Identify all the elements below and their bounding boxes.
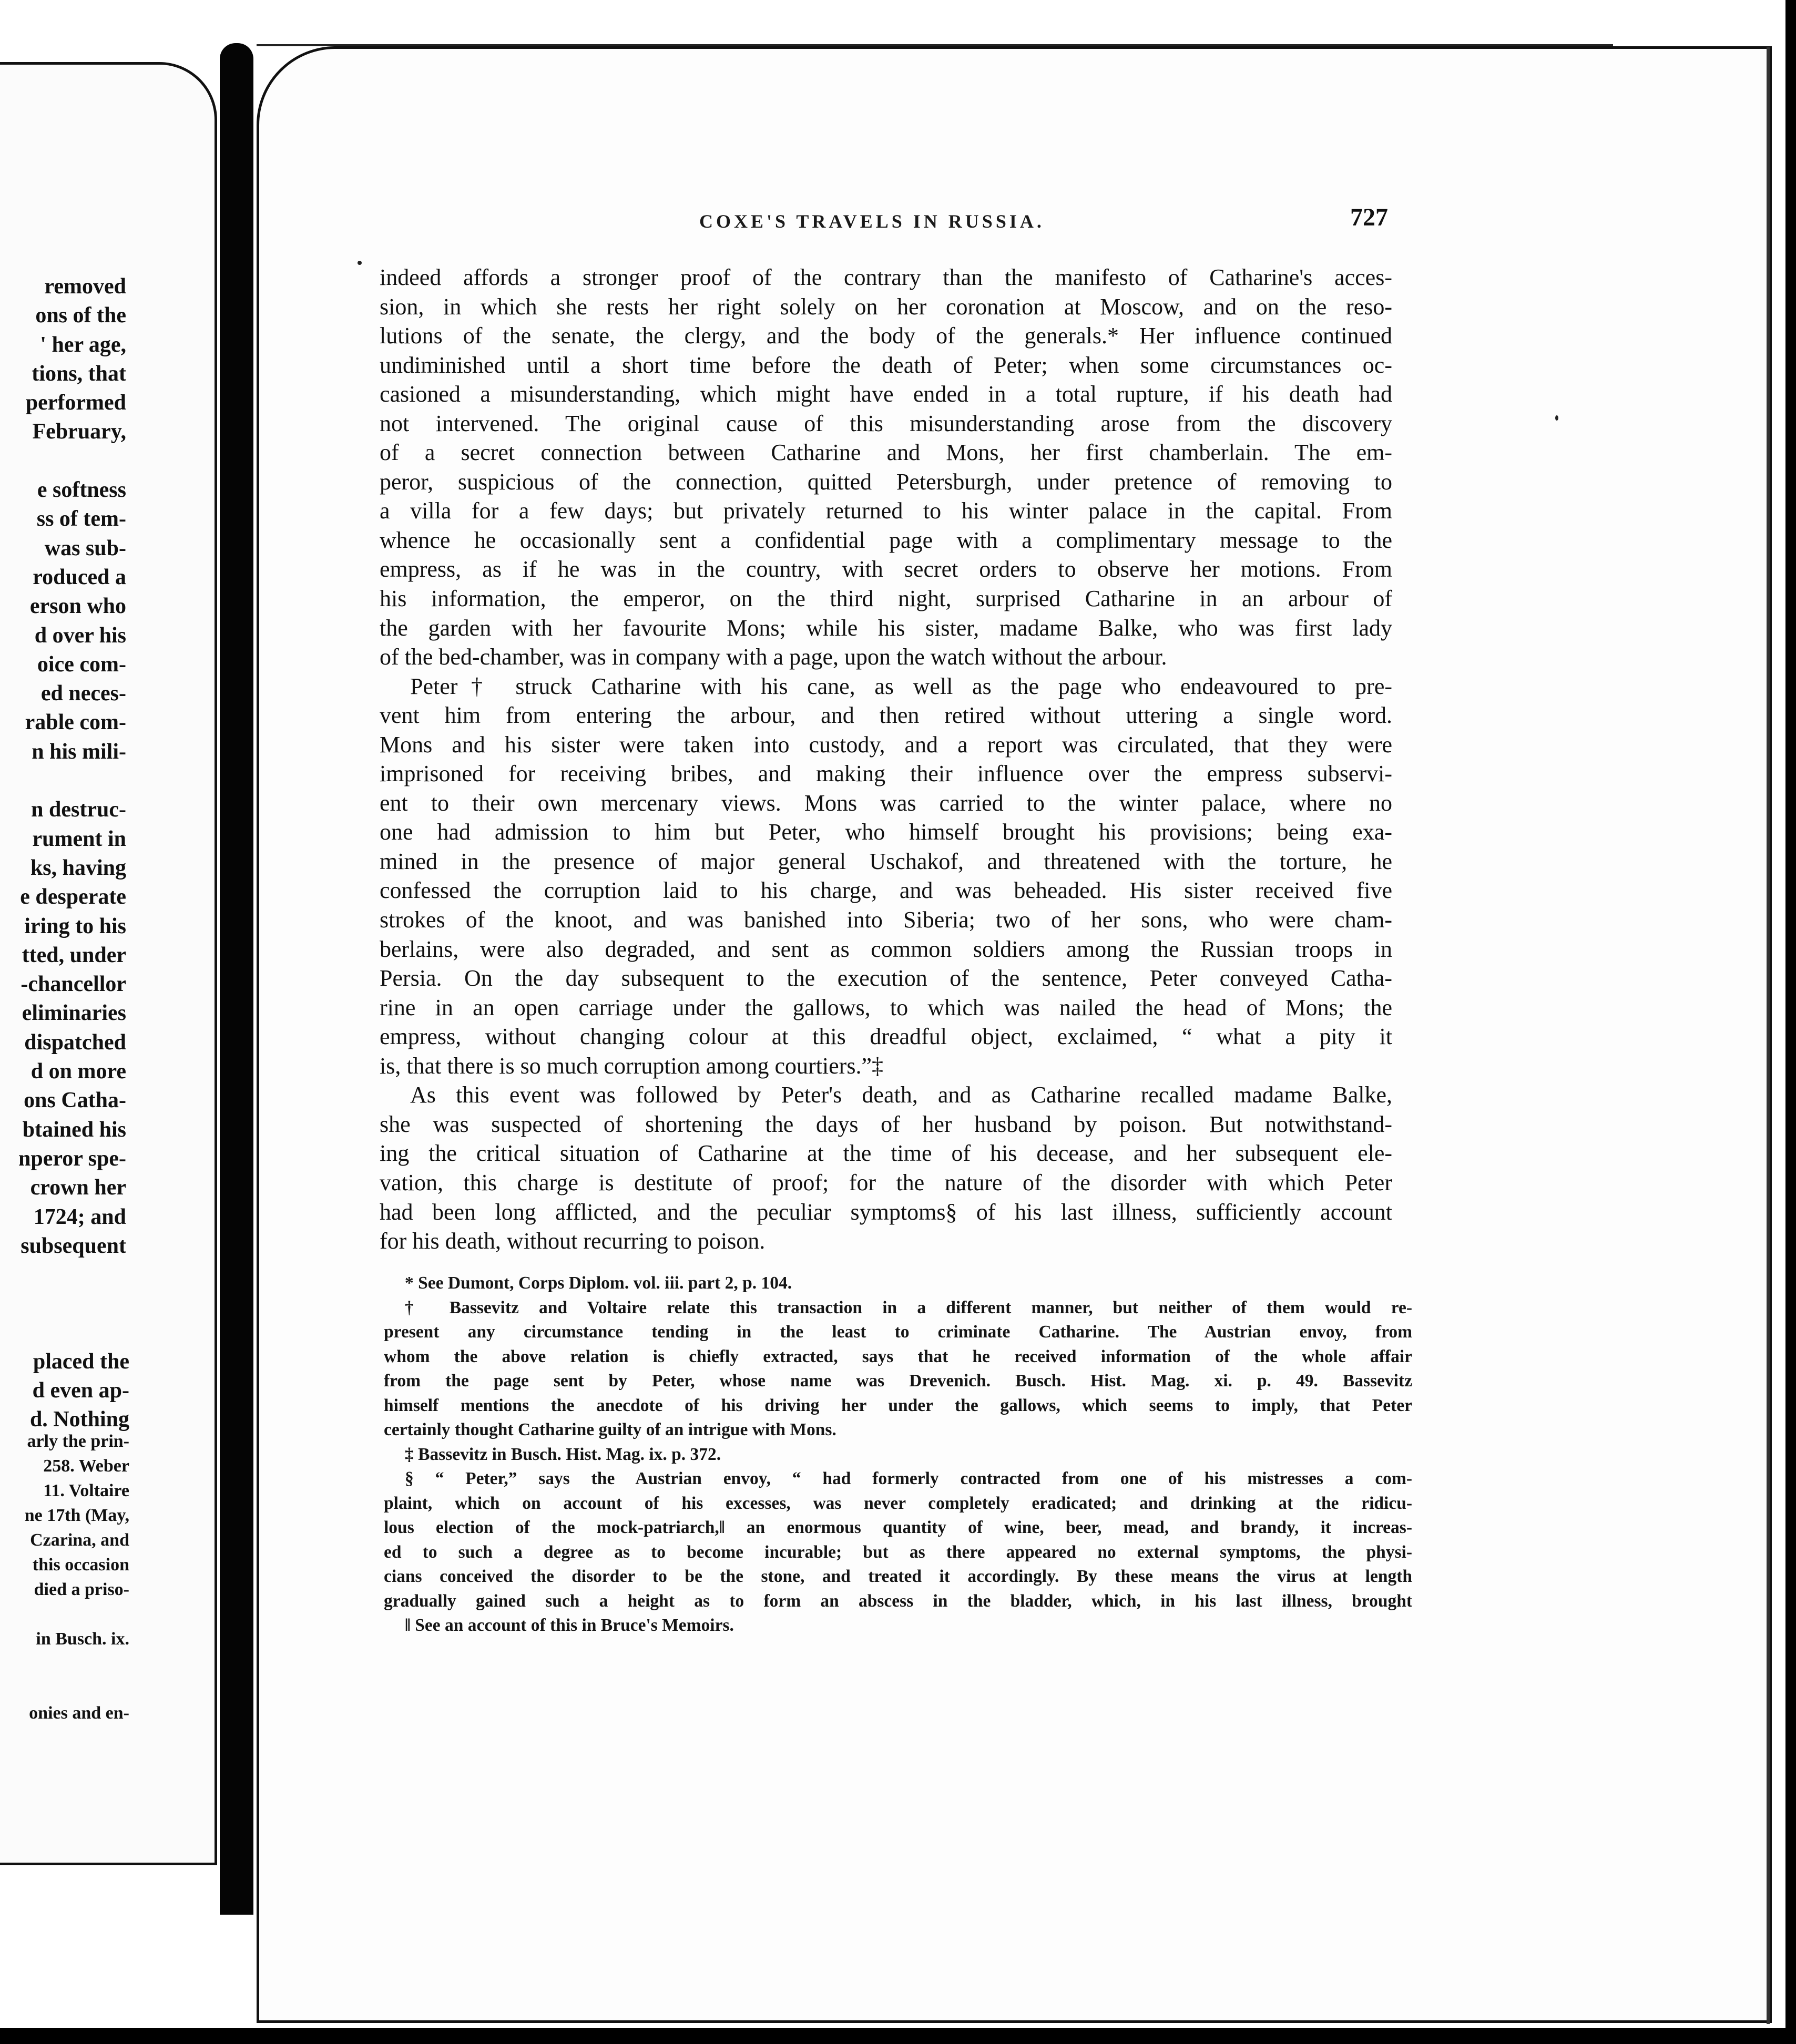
text-line: oice com- <box>37 652 126 677</box>
text-line: strokes of the knoot, and was banished into Siberia; two of her sons, who were cham- <box>380 907 1392 933</box>
text-line: a villa for a few days; but privately returned to his winter palace in the capital. From <box>380 498 1392 524</box>
text-line: casioned a misunderstanding, which might have ended in a total rupture, if his death had <box>380 381 1392 407</box>
text-line: his information, the emperor, on the third night, surprised Catharine in an arbour of <box>380 586 1392 612</box>
text-line: empress, without changing colour at this dreadful object, exclaimed, “ what a pity it <box>380 1024 1392 1050</box>
footnote <box>384 1296 1412 1443</box>
text-line: iring to his <box>24 914 126 938</box>
footnote <box>384 1271 1412 1296</box>
text-line: indeed affords a stronger proof of the contrary than the manifesto of Catharine's acces- <box>380 264 1392 290</box>
footnote-line: gradually gained such a height as to form an abscess in the bladder, which, in his last illness, brought <box>384 1591 1412 1611</box>
footnote-line: * See Dumont, Corps Diplom. vol. iii. part 2, p. 104. <box>405 1273 792 1293</box>
page-edge-right <box>1767 47 1770 2024</box>
footnote-line: whom the above relation is chiefly extracted, says that he received information of the whole affair <box>384 1346 1412 1366</box>
text-line: berlains, were also degraded, and sent as common soldiers among the Russian troops in <box>380 936 1392 962</box>
text-line: d on more <box>30 1059 126 1084</box>
footnote-line: † Bassevitz and Voltaire relate this transaction in a different manner, but neither of them would re- <box>405 1297 1412 1317</box>
footnote-line: this occasion <box>32 1555 129 1575</box>
footnote-line: ‖ See an account of this in Bruce's Memoirs. <box>405 1616 734 1635</box>
footnote-line <box>0 1676 129 1701</box>
footnote-line: plaint, which on account of his excesses, was never completely eradicated; and drinking at the ridicu- <box>384 1493 1412 1513</box>
text-line: n his mili- <box>32 739 126 764</box>
footnote-line: Czarina, and <box>30 1530 129 1550</box>
text-line: removed <box>44 274 126 299</box>
footnote-line <box>0 1651 129 1676</box>
footnote-line: died a priso- <box>34 1580 129 1599</box>
text-line: rine in an open carriage under the gallows, to which was nailed the head of Mons; the <box>380 994 1392 1020</box>
text-line: d. Nothing <box>29 1407 129 1432</box>
text-line: February, <box>32 420 126 444</box>
footnote-line: himself mentions the anecdote of his driving her under the gallows, which seems to imply, that Peter <box>384 1395 1412 1415</box>
text-line: one had admission to him but Peter, who himself brought his provisions; being exa- <box>380 819 1392 845</box>
text-line: dispatched <box>24 1030 126 1055</box>
text-line: of the bed-chamber, was in company with a page, upon the watch without the arbour. <box>380 644 1167 670</box>
footnote <box>384 1443 1412 1467</box>
text-line: btained his <box>22 1117 126 1142</box>
text-line: Persia. On the day subsequent to the execution of the sentence, Peter conveyed Catha- <box>380 965 1392 992</box>
footnote-line: 11. Voltaire <box>43 1481 129 1500</box>
text-line: As this event was followed by Peter's death, and as Catharine recalled madame Balke, <box>410 1082 1392 1108</box>
text-line: of a secret connection between Catharine and Mons, her first chamberlain. The em- <box>380 440 1392 466</box>
text-line: undiminished until a short time before the death of Peter; when some circumstances oc- <box>380 352 1392 378</box>
speck-mark <box>358 261 362 265</box>
footnotes <box>384 1271 1412 1638</box>
paragraph <box>380 263 1392 672</box>
text-line: confessed the corruption laid to his charge, and was beheaded. His sister received five <box>380 877 1392 904</box>
text-line: d over his <box>34 623 126 648</box>
text-line: not intervened. The original cause of this misunderstanding arose from the discovery <box>380 410 1392 436</box>
text-line: ent to their own mercenary views. Mons was carried to the winter palace, where no <box>380 790 1392 816</box>
paragraph <box>380 672 1392 1081</box>
text-line: 1724; and <box>33 1204 126 1229</box>
text-line: eliminaries <box>22 1001 126 1026</box>
text-line: ss of tem- <box>36 507 126 532</box>
text-line: -chancellor <box>21 972 126 997</box>
text-line: lutions of the senate, the clergy, and the body of the generals.* Her influence continued <box>380 323 1392 349</box>
footnote-line: 258. Weber <box>43 1456 129 1476</box>
text-line: e softness <box>37 478 126 503</box>
speck-mark <box>1555 415 1558 421</box>
text-line: e desperate <box>20 885 126 909</box>
text-line: roduced a <box>33 565 126 589</box>
text-line: imprisoned for receiving bribes, and making their influence over the empress subservi- <box>380 761 1392 787</box>
footnote-line <box>0 1602 129 1627</box>
footnote-line: from the page sent by Peter, whose name was Drevenich. Busch. Hist. Mag. xi. p. 49. Bassevitz <box>384 1371 1412 1391</box>
text-line: ed neces- <box>40 681 126 706</box>
text-line: was sub- <box>44 536 126 560</box>
text-line: nperor spe- <box>18 1146 126 1171</box>
text-line: performed <box>25 391 126 415</box>
text-line: crown her <box>30 1176 126 1200</box>
text-line: had been long afflicted, and the peculiar symptoms§ of his last illness, sufficiently account <box>380 1199 1392 1225</box>
text-line: tions, that <box>32 361 126 386</box>
running-head: COXE'S TRAVELS IN RUSSIA. <box>699 211 1045 232</box>
scan-border-right <box>1785 0 1796 2044</box>
text-line: tted, under <box>22 943 126 967</box>
previous-page-footnotes <box>0 1429 129 1725</box>
body-text <box>380 263 1392 1256</box>
text-line: the garden with her favourite Mons; while his sister, madame Balke, who was first lady <box>380 615 1392 641</box>
footnote-line: § “ Peter,” says the Austrian envoy, “ had formerly contracted from one of his mistresses a com- <box>405 1469 1412 1488</box>
text-line: empress, as if he was in the country, with secret orders to observe her motions. From <box>380 556 1392 582</box>
footnote-line: ed to such a degree as to become incurable; but as there appeared no external symptoms, the physi- <box>384 1542 1412 1562</box>
footnote-line: ne 17th (May, <box>24 1506 129 1525</box>
text-line: ons Catha- <box>24 1088 126 1113</box>
text-line: placed the <box>33 1350 129 1374</box>
text-line: whence he occasionally sent a confidential page with a complimentary message to the <box>380 527 1392 553</box>
footnote-line: present any circumstance tending in the least to criminate Catharine. The Austrian envoy, from <box>384 1322 1412 1342</box>
footnote-line: lous election of the mock-patriarch,‖ an enormous quantity of wine, beer, mead, and brandy, it increas- <box>384 1518 1412 1537</box>
text-line: Peter† struck Catharine with his cane, as well as the page who endeavoured to pre- <box>410 673 1392 699</box>
previous-page-notes <box>0 1347 129 1434</box>
text-line: d even ap- <box>32 1378 129 1403</box>
text-line <box>0 766 126 795</box>
text-line: peror, suspicious of the connection, quitted Petersburgh, under pretence of removing to <box>380 468 1392 495</box>
text-line: erson who <box>29 594 126 619</box>
text-line: ons of the <box>35 303 126 328</box>
text-line: mined in the presence of major general Uschakof, and threatened with the torture, he <box>380 848 1392 874</box>
footnote <box>384 1467 1412 1613</box>
text-line: ' her age, <box>40 332 126 357</box>
scan-border-bottom <box>0 2028 1796 2044</box>
text-line: ks, having <box>30 855 126 880</box>
previous-page <box>0 62 217 1865</box>
text-line: vent him from entering the arbour, and then retired without uttering a single word. <box>380 702 1392 729</box>
footnote <box>384 1613 1412 1638</box>
text-line: sion, in which she rests her right solely on her coronation at Moscow, and on the reso- <box>380 293 1392 320</box>
footnote-line: arly the prin- <box>27 1432 129 1451</box>
text-line: for his death, without recurring to poison. <box>380 1228 766 1254</box>
text-line: subsequent <box>21 1233 126 1258</box>
text-line: rable com- <box>25 710 126 735</box>
footnote-line: ‡ Bassevitz in Busch. Hist. Mag. ix. p. 372. <box>405 1444 721 1464</box>
footnote-line: in Busch. ix. <box>36 1629 129 1649</box>
page-number: 727 <box>1350 203 1388 231</box>
paragraph <box>380 1080 1392 1255</box>
text-line: Mons and his sister were taken into custody, and a report was circulated, that they were <box>380 731 1392 758</box>
footnote-line: cians conceived the disorder to be the stone, and treated it accordingly. By these means the virus at length <box>384 1567 1412 1586</box>
book-spine <box>220 43 253 1915</box>
previous-page-text <box>0 272 126 1261</box>
footnote-line: onies and en- <box>29 1703 129 1723</box>
footnote-line: certainly thought Catharine guilty of an intrigue with Mons. <box>384 1420 836 1439</box>
text-line: vation, this charge is destitute of proof; for the nature of the disorder with which Peter <box>380 1169 1392 1195</box>
text-line: rument in <box>32 826 126 851</box>
text-line: ing the critical situation of Catharine at the time of his decease, and her subsequent ele- <box>380 1140 1392 1167</box>
text-line: n destruc- <box>31 798 126 822</box>
text-line: is, that there is so much corruption among courtiers.”‡ <box>380 1052 883 1079</box>
text-line <box>0 447 126 476</box>
text-line: she was suspected of shortening the days of her husband by poison. But notwithstand- <box>380 1111 1392 1137</box>
